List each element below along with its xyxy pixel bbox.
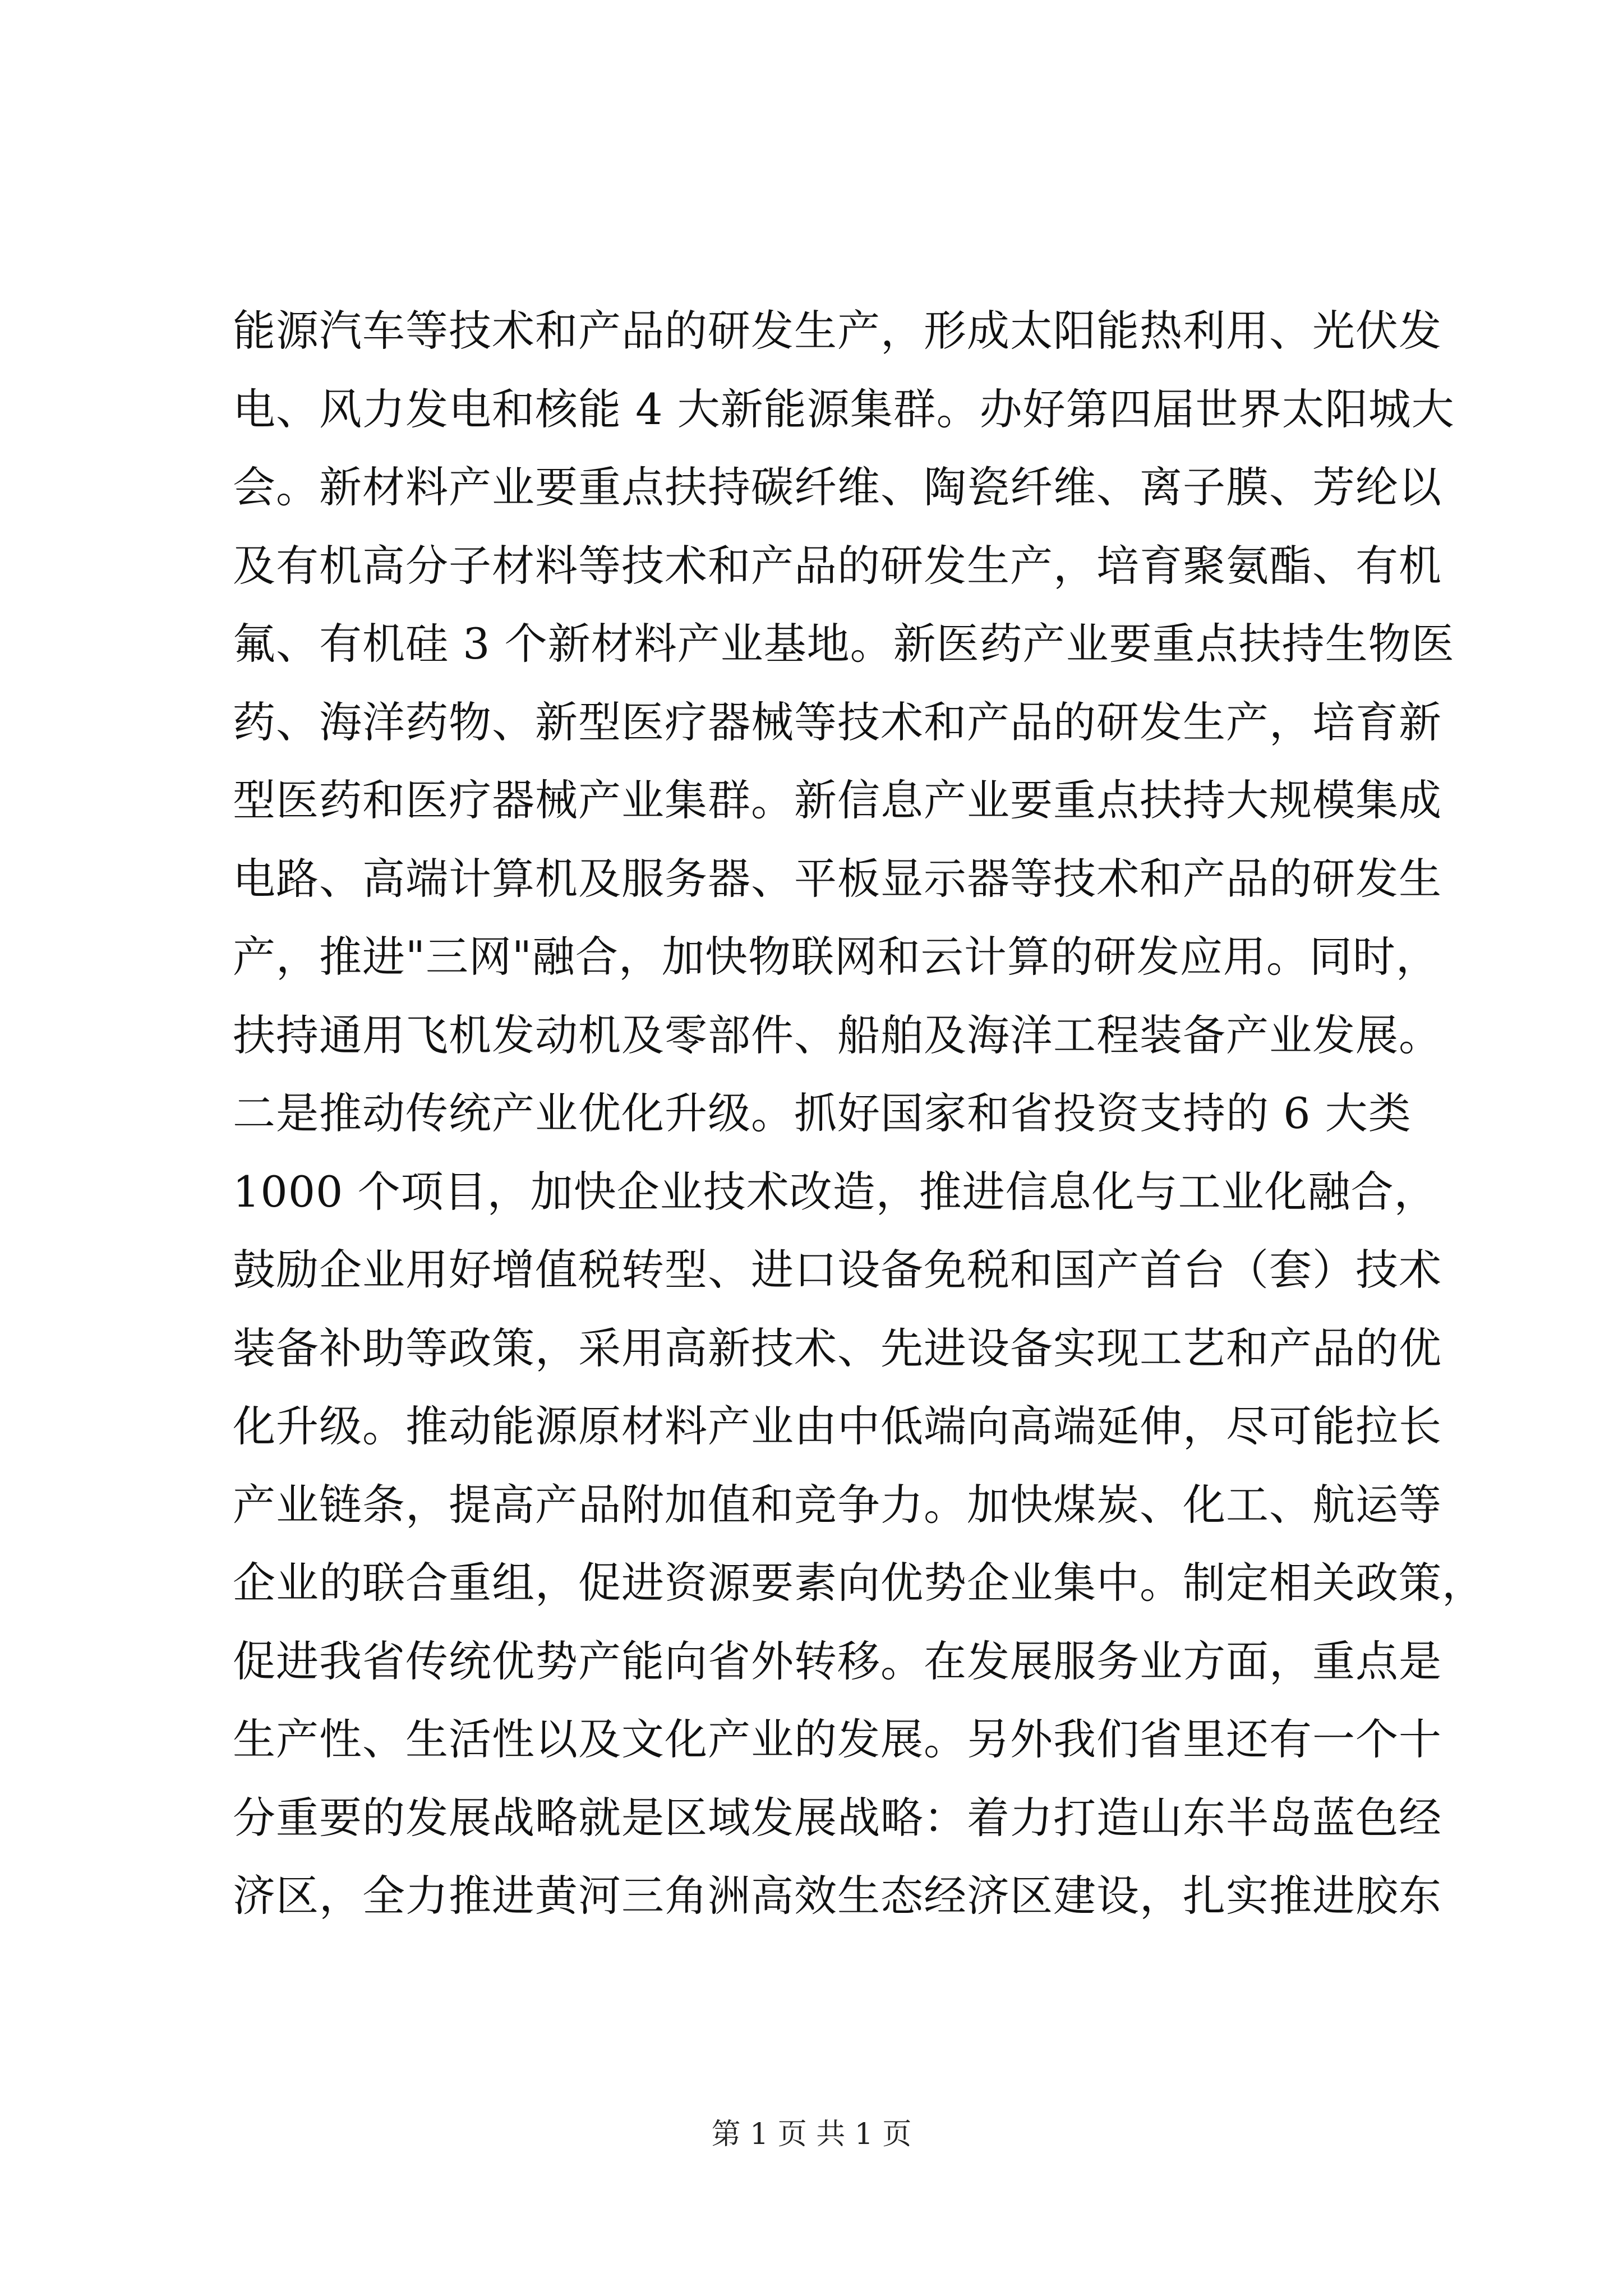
text-line: 促进我省传统优势产能向省外转移。在发展服务业方面，重点是: [233, 1636, 1442, 1686]
text-line: 分重要的发展战略就是区域发展战略：着力打造山东半岛蓝色经: [233, 1792, 1442, 1843]
text-line: 能源汽车等技术和产品的研发生产，形成太阳能热利用、光伏发: [233, 306, 1442, 356]
text-line: 二是推动传统产业优化升级。抓好国家和省投资支持的 6 大类: [233, 1088, 1412, 1138]
text-line: 氟、有机硅 3 个新材料产业基地。新医药产业要重点扶持生物医: [233, 619, 1455, 669]
text-line: 扶持通用飞机发动机及零部件、船舶及海洋工程装备产业发展。: [233, 1010, 1442, 1060]
text-line: 鼓励企业用好增值税转型、进口设备免税和国产首台（套）技术: [233, 1245, 1442, 1295]
text-line: 1000 个项目，加快企业技术改造，推进信息化与工业化融合，: [233, 1166, 1437, 1217]
body-text: [233, 292, 1485, 1935]
text-line: 会。新材料产业要重点扶持碳纤维、陶瓷纤维、离子膜、芳纶以: [233, 462, 1442, 512]
text-line: 济区，全力推进黄河三角洲高效生态经济区建设，扎实推进胶东: [233, 1871, 1442, 1921]
text-line: 电路、高端计算机及服务器、平板显示器等技术和产品的研发生: [233, 853, 1442, 904]
text-line: 企业的联合重组，促进资源要素向优势企业集中。制定相关政策，: [233, 1558, 1485, 1608]
text-line: 化升级。推动能源原材料产业由中低端向高端延伸，尽可能拉长: [233, 1401, 1442, 1451]
page-footer: 第 1 页 共 1 页: [711, 2118, 912, 2151]
text-line: 电、风力发电和核能 4 大新能源集群。办好第四届世界太阳城大: [233, 384, 1455, 434]
text-line: 生产性、生活性以及文化产业的发展。另外我们省里还有一个十: [233, 1714, 1442, 1764]
text-line: 型医药和医疗器械产业集群。新信息产业要重点扶持大规模集成: [233, 775, 1442, 825]
text-line: 装备补助等政策，采用高新技术、先进设备实现工艺和产品的优: [233, 1323, 1442, 1373]
text-line: 产业链条，提高产品附加值和竞争力。加快煤炭、化工、航运等: [233, 1479, 1442, 1530]
text-line: 药、海洋药物、新型医疗器械等技术和产品的研发生产，培育新: [233, 697, 1442, 747]
text-line: 及有机高分子材料等技术和产品的研发生产，培育聚氨酯、有机: [233, 540, 1442, 591]
text-line: 产，推进"三网"融合，加快物联网和云计算的研发应用。同时，: [233, 932, 1439, 982]
